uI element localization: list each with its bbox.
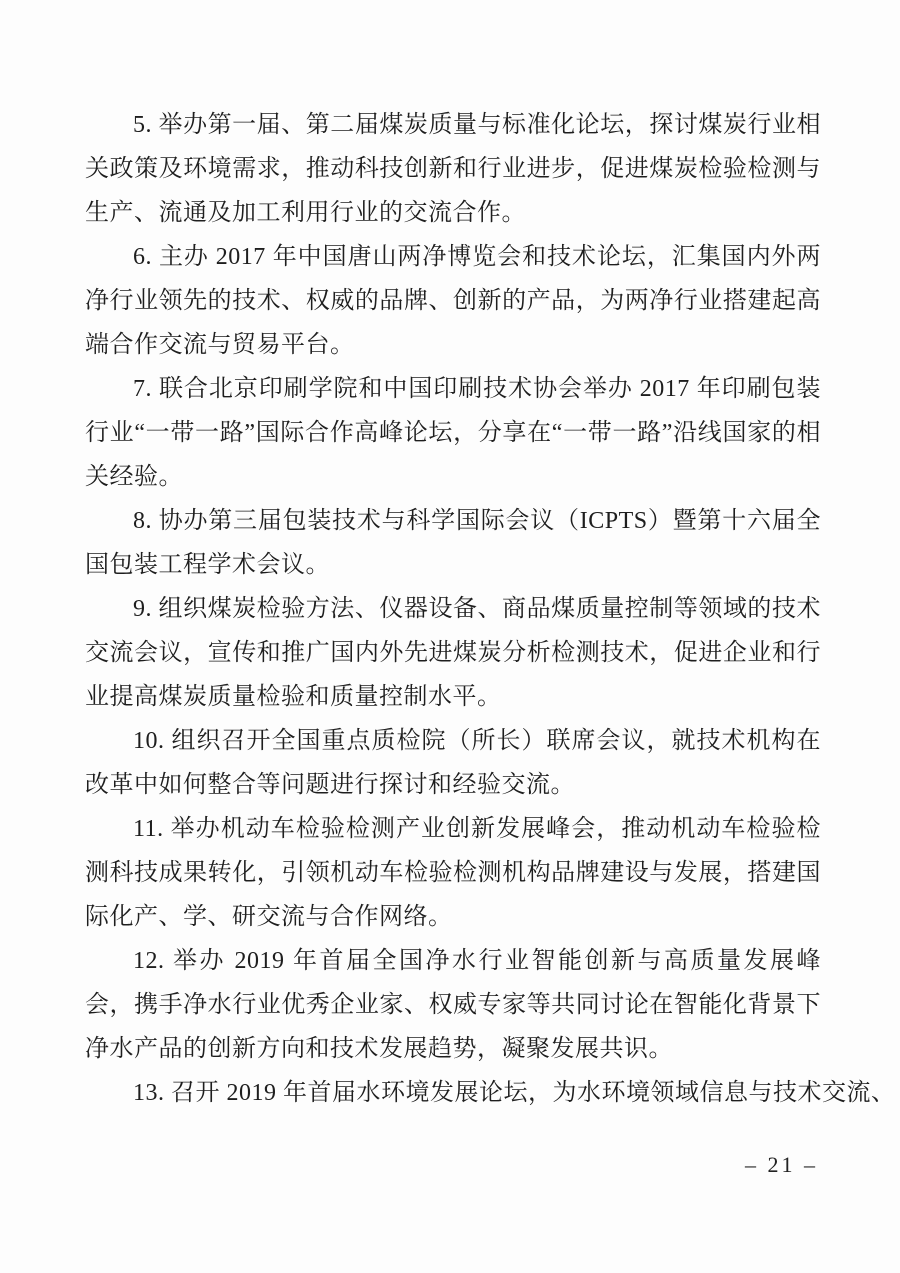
paragraph-13: 13. 召开 2019 年首届水环境发展论坛，为水环境领域信息与技术交流、 xyxy=(133,1080,896,1106)
page-number: – 21 – xyxy=(745,1152,818,1177)
paragraph-10: 10. 组织召开全国重点质检院（所长）联席会议，就技术机构在改革中如何整合等问题进行探讨和经验交流。 xyxy=(85,728,821,798)
paragraph-6: 6. 主办 2017 年中国唐山两净博览会和技术论坛，汇集国内外两净行业领先的技术、权威的品牌、创新的产品，为两净行业搭建起高端合作交流与贸易平台。 xyxy=(85,244,821,358)
paragraph-12: 12. 举办 2019 年首届全国净水行业智能创新与高质量发展峰会，携手净水行业优秀企业家、权威专家等共同讨论在智能化背景下净水产品的创新方向和技术发展趋势，凝聚发展共识。 xyxy=(85,948,821,1062)
paragraph-8: 8. 协办第三届包装技术与科学国际会议（ICPTS）暨第十六届全国包装工程学术会议。 xyxy=(85,508,821,578)
paragraph-9: 9. 组织煤炭检验方法、仪器设备、商品煤质量控制等领域的技术交流会议，宣传和推广国内外先进煤炭分析检测技术，促进企业和行业提高煤炭质量检验和质量控制水平。 xyxy=(85,596,821,710)
paragraph-7: 7. 联合北京印刷学院和中国印刷技术协会举办 2017 年印刷包装行业“一带一路”国际合作高峰论坛，分享在“一带一路”沿线国家的相关经验。 xyxy=(85,376,821,490)
document-body xyxy=(85,103,896,1115)
paragraph-11: 11. 举办机动车检验检测产业创新发展峰会，推动机动车检验检测科技成果转化，引领机动车检验检测机构品牌建设与发展，搭建国际化产、学、研交流与合作网络。 xyxy=(85,816,821,930)
paragraph-5: 5. 举办第一届、第二届煤炭质量与标准化论坛，探讨煤炭行业相关政策及环境需求，推动科技创新和行业进步，促进煤炭检验检测与生产、流通及加工利用行业的交流合作。 xyxy=(85,112,821,226)
